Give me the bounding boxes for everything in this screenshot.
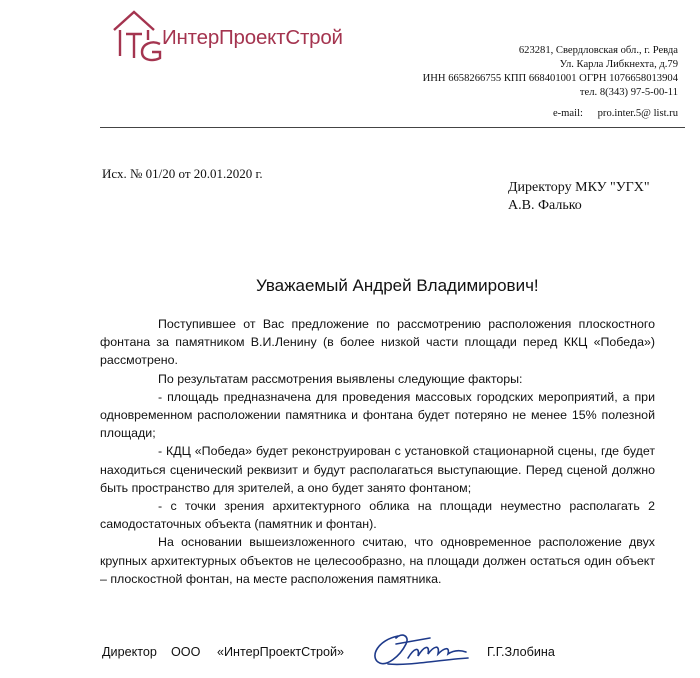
- company-address-street: Ул. Карла Либкнехта, д.79: [559, 59, 678, 70]
- paragraph-factors-intro: По результатам рассмотрения выявлены следующие факторы:: [158, 371, 523, 386]
- signatory-org-form: ООО: [171, 645, 201, 659]
- paragraph-factor-stage: - КДЦ «Победа» будет реконструирован с установкой стационарной сцены, где будет находиться сценический реквизит и будут располагаться выступающие. Перед сценой должно быть пространство для зрителей, а оно будет занято фонтаном;: [100, 444, 655, 495]
- outgoing-reference: Исх. № 01/20 от 20.01.2020 г.: [102, 166, 263, 181]
- company-registration: ИНН 6658266755 КПП 668401001 ОГРН 1076658013904: [422, 73, 678, 84]
- letter-body: [100, 315, 655, 588]
- company-logo: [112, 8, 372, 64]
- company-phone: тел. 8(343) 97-5-00-11: [579, 87, 678, 98]
- header-divider: [100, 127, 685, 128]
- paragraph-proposal: Поступившее от Вас предложение по рассмотрению расположения плоскостного фонтана за памятником В.И.Ленину (в более низкой части площади перед ККЦ «Победа») рассмотрено.: [100, 317, 655, 368]
- salutation-text: Уважаемый Андрей Владимирович!: [256, 276, 539, 295]
- email-label: e-mail:: [552, 108, 583, 119]
- house-letters-logo-icon: [112, 8, 164, 64]
- paragraph-factor-area: - площадь предназначена для проведения массовых городских мероприятий, а при одновременном расположении памятника и фонтана будет потеряно не менее 15% полезной площади;: [100, 389, 655, 441]
- company-email-row: [553, 109, 678, 120]
- company-logo-text: ИнтерПроектСтрой: [162, 26, 343, 49]
- signatory-title: Директор: [102, 645, 157, 659]
- handwritten-signature: [368, 622, 476, 672]
- paragraph-conclusion: На основании вышеизложенного считаю, что одновременное расположение двух крупных архитектурных объектов не целесообразно, на площади должен остаться один объект – плоскостной фонтан, на месте расположения памятника.: [100, 535, 655, 586]
- paragraph-factor-architecture: - с точки зрения архитектурного облика на площади неуместно располагать 2 самодостаточных объекта (памятник и фонтан).: [100, 499, 655, 532]
- recipient-title: Директору МКУ "УГХ": [508, 180, 650, 195]
- signatory-org-name: «ИнтерПроектСтрой»: [217, 645, 345, 659]
- company-email: pro.inter.5@ list.ru: [597, 108, 678, 119]
- company-address-city: 623281, Свердловская обл., г. Ревда: [518, 45, 678, 56]
- signatory-name: Г.Г.Злобина: [487, 645, 555, 659]
- recipient-name: А.В. Фалько: [508, 198, 582, 213]
